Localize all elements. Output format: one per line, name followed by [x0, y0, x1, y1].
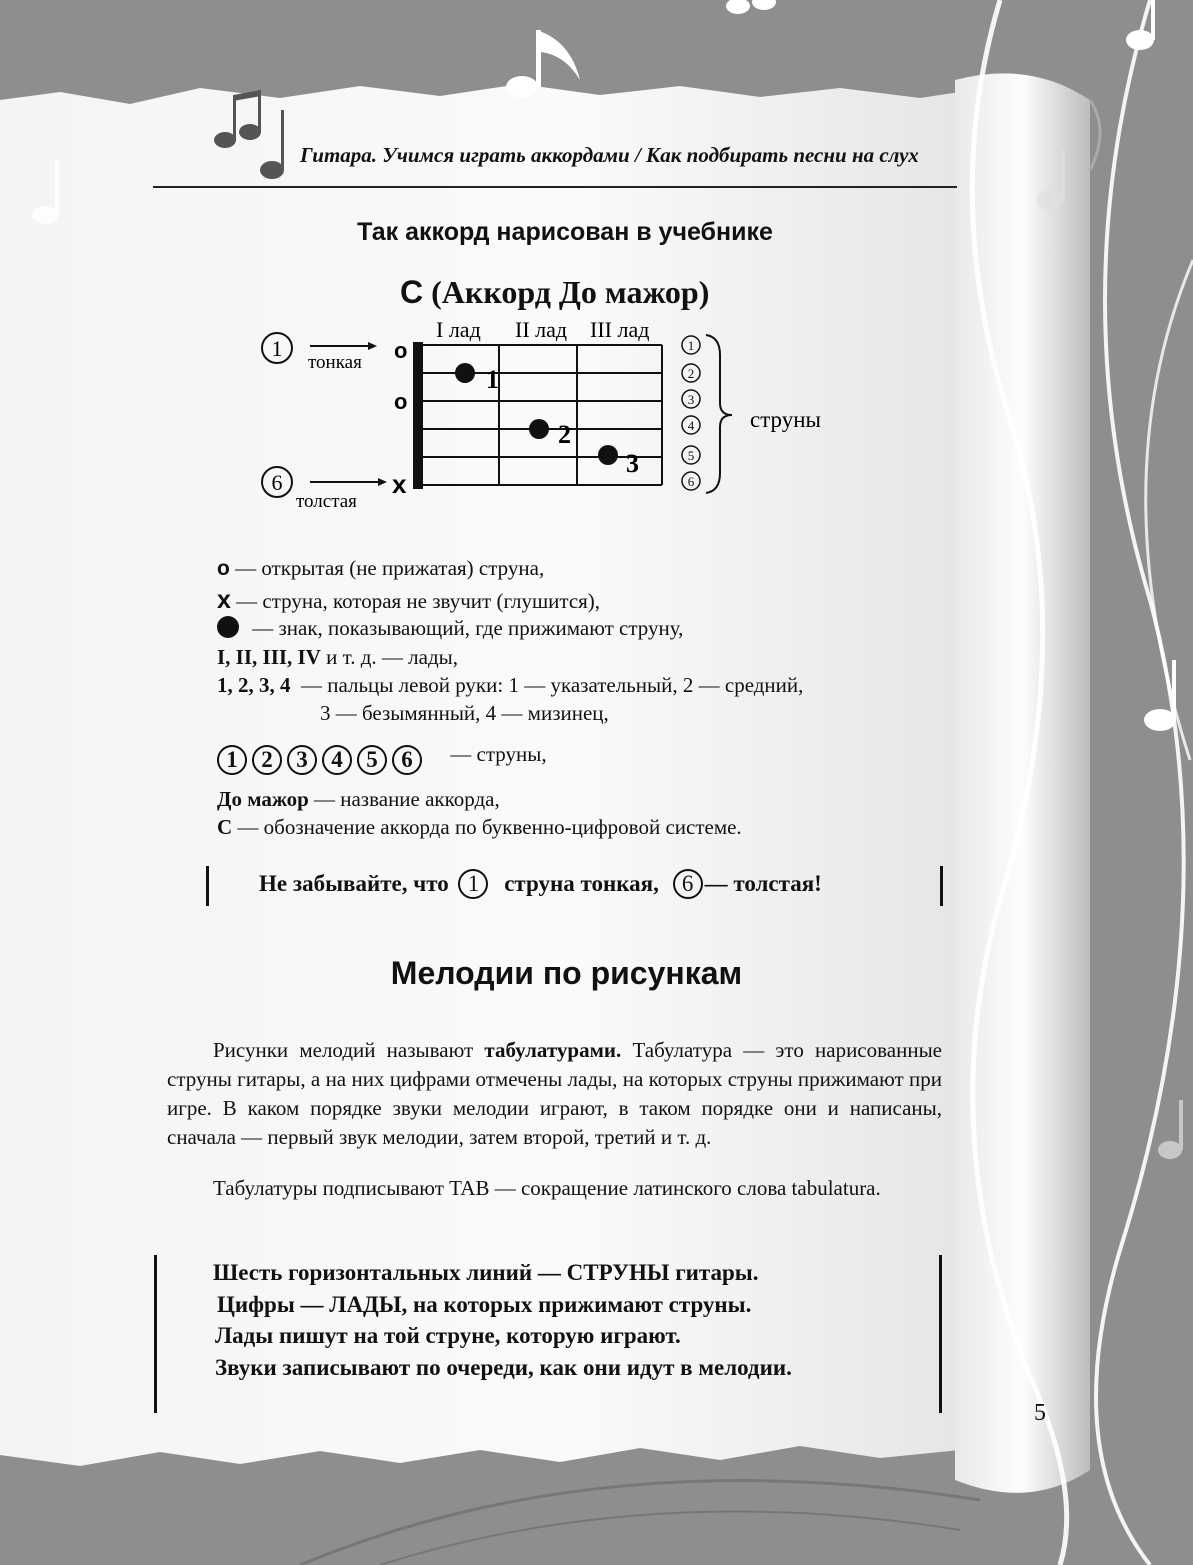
string-number: 6 — [687, 474, 695, 489]
string-circle: 2 — [252, 745, 282, 775]
page-number: 5 — [1034, 1400, 1046, 1426]
legend-o-symbol: o — [217, 557, 230, 580]
legend-open — [217, 556, 544, 581]
strings-label: струны — [750, 407, 821, 432]
paragraph-1 — [167, 1036, 942, 1152]
legend-c-text: — обозначение аккорда по буквенно-цифровой системе. — [237, 815, 742, 839]
legend-fingers-bold: 1, 2, 3, 4 — [217, 673, 291, 697]
p1-bold: табулатурами. — [484, 1038, 622, 1062]
legend-frets — [217, 645, 458, 670]
string-number: 1 — [687, 338, 695, 353]
finger-number: 3 — [626, 449, 639, 478]
section-title: Так аккорд нарисован в учебнике — [357, 218, 773, 246]
fret-label-3: III лад — [590, 317, 650, 342]
finger-dot — [455, 363, 475, 383]
string-mark-o: o — [394, 389, 408, 414]
legend-chord-symbol — [217, 815, 742, 840]
legend-name-bold: До мажор — [217, 787, 309, 811]
thin-string-number: 1 — [271, 336, 283, 361]
legend-frets-bold: I, II, III, IV — [217, 645, 321, 669]
chord-letter: C — [400, 274, 424, 310]
legend-strings — [217, 742, 547, 775]
string-circle: 3 — [287, 745, 317, 775]
strings-brace — [706, 335, 732, 493]
legend-dot-icon — [217, 616, 239, 638]
p1-rest: Табулатура — это нарисованные струны гитары, а на них цифрами отмечены лады, на которых струны прижимают при игре. В каком порядке звуки мелодии играют, в таком порядке они и написаны, сначала — первый звук мелодии, затем второй, третий и т. д. — [167, 1038, 942, 1149]
string-number: 2 — [687, 366, 695, 381]
fret-label-2: II лад — [515, 317, 568, 342]
legend-o-text: — открытая (не прижатая) струна, — [235, 556, 545, 580]
chord-title — [400, 274, 709, 311]
note-part1: Не забывайте, что — [259, 871, 449, 896]
legend-fingers-text: — пальцы левой руки: 1 — указательный, 2 — средний, — [301, 673, 804, 697]
thin-label: тонкая — [308, 352, 362, 373]
string-number: 3 — [687, 392, 695, 407]
header-rule — [153, 186, 957, 188]
legend-chord-name — [217, 787, 500, 812]
string-circle: 5 — [357, 745, 387, 775]
rule-line: Звуки записывают по очереди, как они идут в мелодии. — [215, 1355, 792, 1380]
note-part2: струна тонкая, — [504, 871, 659, 896]
legend-dot — [217, 616, 683, 641]
chord-name: (Аккорд До мажор) — [431, 274, 710, 310]
legend-name-text: — название аккорда, — [314, 787, 500, 811]
finger-number: 1 — [486, 365, 499, 394]
finger-number: 2 — [558, 420, 571, 449]
legend-dot-text: — знак, показывающий, где прижимают струну, — [252, 616, 684, 640]
string-circle: 4 — [322, 745, 352, 775]
legend-c-bold: С — [217, 815, 233, 839]
legend-fingers-cont: 3 — безымянный, 4 — мизинец, — [320, 701, 609, 725]
p1-start: Рисунки мелодий называют — [213, 1038, 474, 1062]
section2-title: Мелодии по рисункам — [390, 955, 743, 991]
thick-label: толстая — [296, 491, 357, 512]
chord-nut — [413, 342, 423, 489]
rules-bar-right — [939, 1255, 942, 1413]
rule-line: Лады пишут на той струне, которую играют. — [215, 1323, 681, 1348]
rules-bar-left — [154, 1255, 157, 1413]
note-bar-left — [206, 866, 209, 906]
legend-muted — [217, 586, 600, 615]
string-number: 4 — [687, 418, 695, 433]
legend-x-text: — струна, которая не звучит (глушится), — [236, 589, 601, 613]
legend-strings-text: — струны, — [450, 742, 547, 766]
running-header: Гитара. Учимся играть аккордами / Как подбирать песни на слух — [300, 143, 919, 167]
note-num2: 6 — [673, 869, 703, 899]
legend-frets-text: и т. д. — лады, — [326, 645, 458, 669]
note-num1: 1 — [458, 869, 488, 899]
string-circle: 1 — [217, 745, 247, 775]
string-number: 5 — [687, 448, 695, 463]
note-text — [259, 869, 822, 899]
legend-x-symbol: x — [217, 586, 231, 614]
finger-dot — [598, 445, 618, 465]
string-mark-o: o — [394, 338, 408, 363]
rule-line: Шесть горизонтальных линий — СТРУНЫ гитары. — [213, 1260, 759, 1285]
chord-diagram — [250, 315, 870, 515]
paragraph-2: Табулатуры подписывают TAB — сокращение латинского слова tabulatura. — [213, 1176, 881, 1200]
legend-fingers — [217, 673, 803, 698]
note-part3: — толстая! — [704, 871, 822, 896]
note-bar-right — [940, 866, 943, 906]
string-circle: 6 — [392, 745, 422, 775]
string-mark-x: x — [392, 469, 407, 499]
finger-dot — [529, 419, 549, 439]
thick-string-number: 6 — [271, 470, 283, 495]
rule-line: Цифры — ЛАДЫ, на которых прижимают струны. — [217, 1292, 752, 1317]
fret-label-1: I лад — [436, 317, 481, 342]
